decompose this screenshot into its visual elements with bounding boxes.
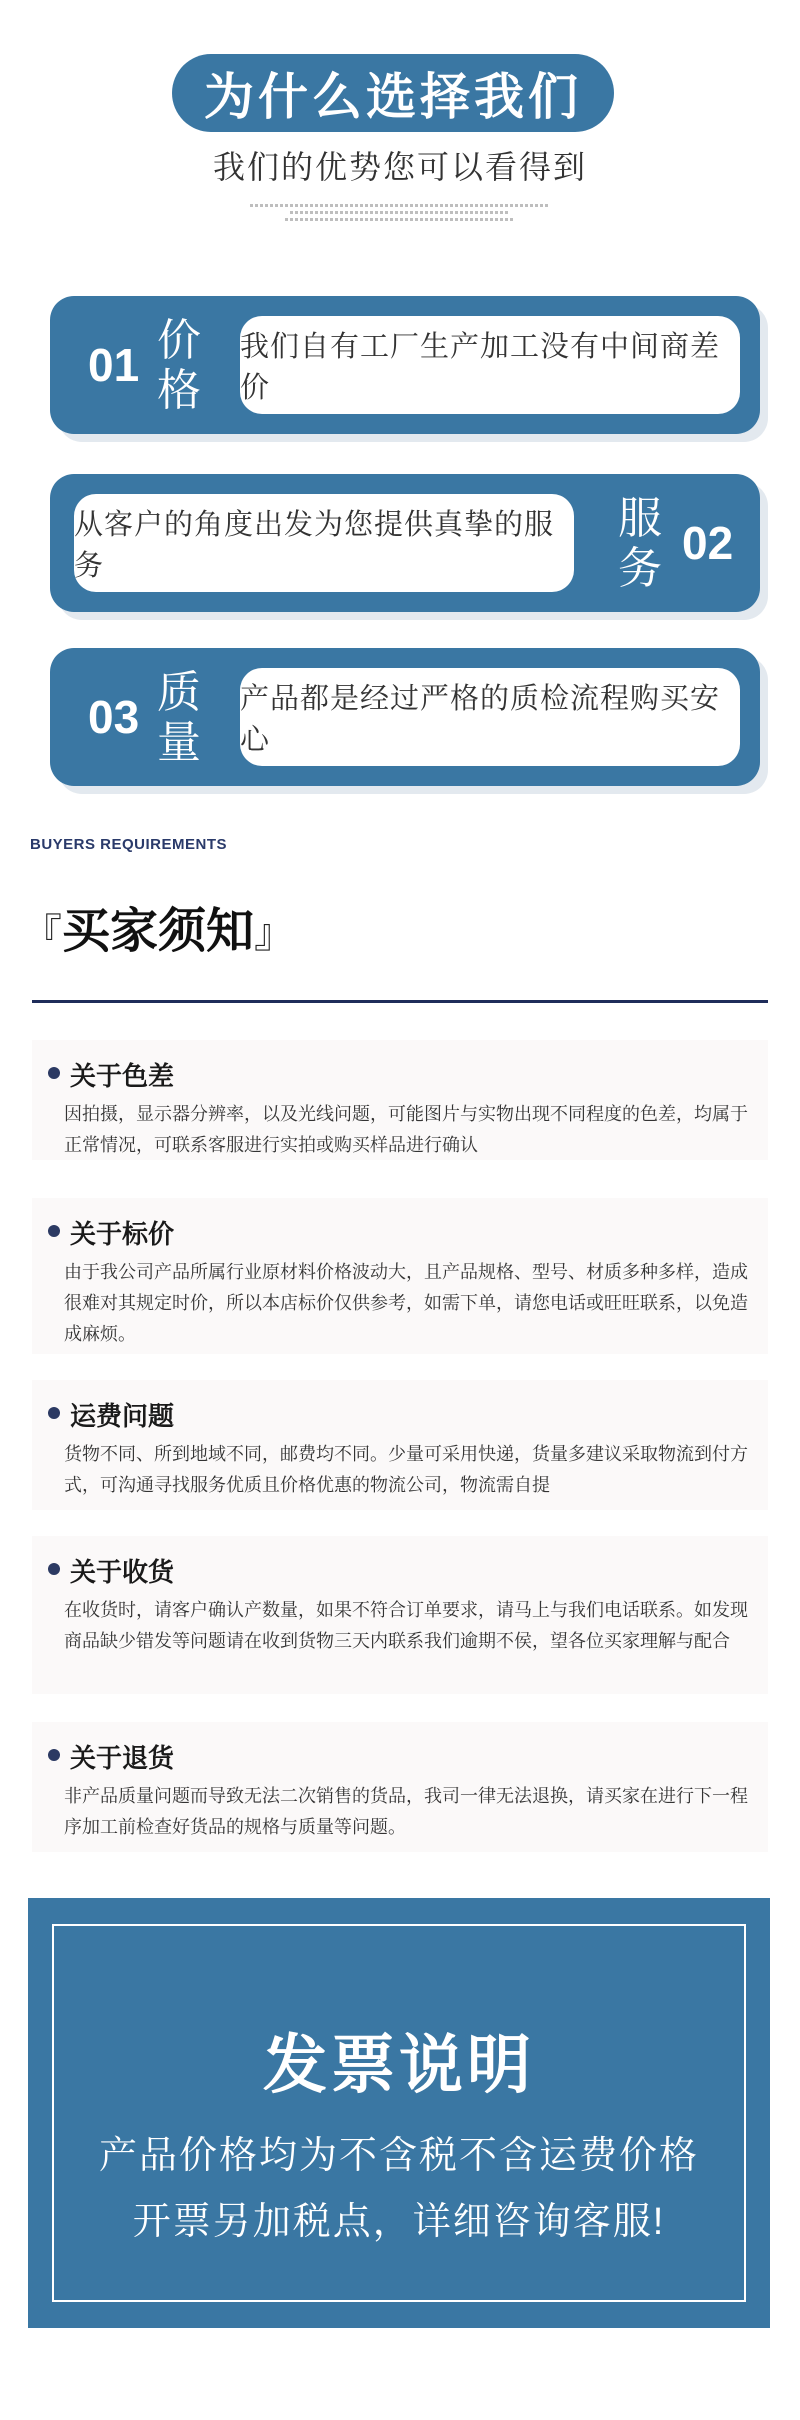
- advantage-label: 服务: [618, 494, 662, 593]
- page-subtitle: 我们的优势您可以看得到: [212, 149, 587, 185]
- buyers-english-label: BUYERS REQUIREMENTS: [30, 836, 228, 853]
- notice-title: 关于收货: [70, 1557, 175, 1587]
- invoice-line-1: 产品价格均为不含税不含运费价格: [98, 2135, 699, 2177]
- decorative-fine-print: [240, 204, 560, 225]
- bullet-icon: [48, 1067, 60, 1079]
- advantage-number: 03: [88, 691, 140, 743]
- notice-text: 由于我公司产品所属行业原材料价格波动大，且产品规格、型号、材质多种多样，造成很难对其规定时价，所以本店标价仅供参考，如需下单，请您电话或旺旺联系，以免造成麻烦。: [64, 1262, 748, 1344]
- invoice-title: 发票说明: [263, 2029, 535, 2101]
- notice-receiving: [32, 1536, 768, 1694]
- page-title: 为什么选择我们: [172, 54, 614, 132]
- bullet-icon: [48, 1225, 60, 1237]
- bracket-close: 』: [254, 912, 295, 956]
- notice-text: 因拍摄，显示器分辨率，以及光线问题，可能图片与实物出现不同程度的色差，均属于正常情况，可联系客服进行实拍或购买样品进行确认: [64, 1104, 748, 1155]
- notice-title: 关于色差: [70, 1061, 175, 1091]
- invoice-line-2: 开票另加税点，详细咨询客服!: [132, 2201, 666, 2243]
- advantage-card-service: [50, 474, 760, 612]
- bullet-icon: [48, 1563, 60, 1575]
- notice-returns: [32, 1722, 768, 1852]
- advantage-label: 质量: [157, 668, 201, 767]
- advantage-label: 价格: [157, 316, 201, 415]
- advantage-text: 从客户的角度出发为您提供真挚的服务: [74, 494, 574, 592]
- section-divider: [32, 1000, 768, 1003]
- invoice-frame: [52, 1924, 746, 2302]
- bracket-open: 『: [22, 912, 62, 956]
- notice-text: 非产品质量问题而导致无法二次销售的货品，我司一律无法退换，请买家在进行下一程序加工前检查好货品的规格与质量等问题。: [64, 1786, 748, 1837]
- notice-text: 货物不同、所到地域不同，邮费均不同。少量可采用快递，货量多建议采取物流到付方式，可沟通寻找服务优质且价格优惠的物流公司，物流需自提: [64, 1444, 748, 1495]
- notice-title: 关于退货: [70, 1743, 175, 1773]
- notice-pricing: [32, 1198, 768, 1354]
- advantage-text: 我们自有工厂生产加工没有中间商差价: [240, 316, 740, 414]
- notice-shipping: [32, 1380, 768, 1510]
- notice-text: 在收货时，请客户确认产数量，如果不符合订单要求，请马上与我们电话联系。如发现商品缺少错发等问题请在收到货物三天内联系我们逾期不侯，望各位买家理解与配合: [64, 1600, 748, 1651]
- buyers-section-title: [22, 892, 294, 961]
- notice-title: 关于标价: [70, 1219, 175, 1249]
- notice-title: 运费问题: [70, 1401, 175, 1431]
- advantage-card-quality: [50, 648, 760, 786]
- bullet-icon: [48, 1749, 60, 1761]
- bullet-icon: [48, 1407, 60, 1419]
- advantage-number: 02: [682, 517, 734, 569]
- advantage-text: 产品都是经过严格的质检流程购买安心: [240, 668, 740, 766]
- buyers-title-text: 买家须知: [62, 905, 255, 958]
- notice-color-difference: [32, 1040, 768, 1160]
- advantage-number: 01: [88, 339, 140, 391]
- advantage-card-price: [50, 296, 760, 434]
- invoice-panel: [28, 1898, 770, 2328]
